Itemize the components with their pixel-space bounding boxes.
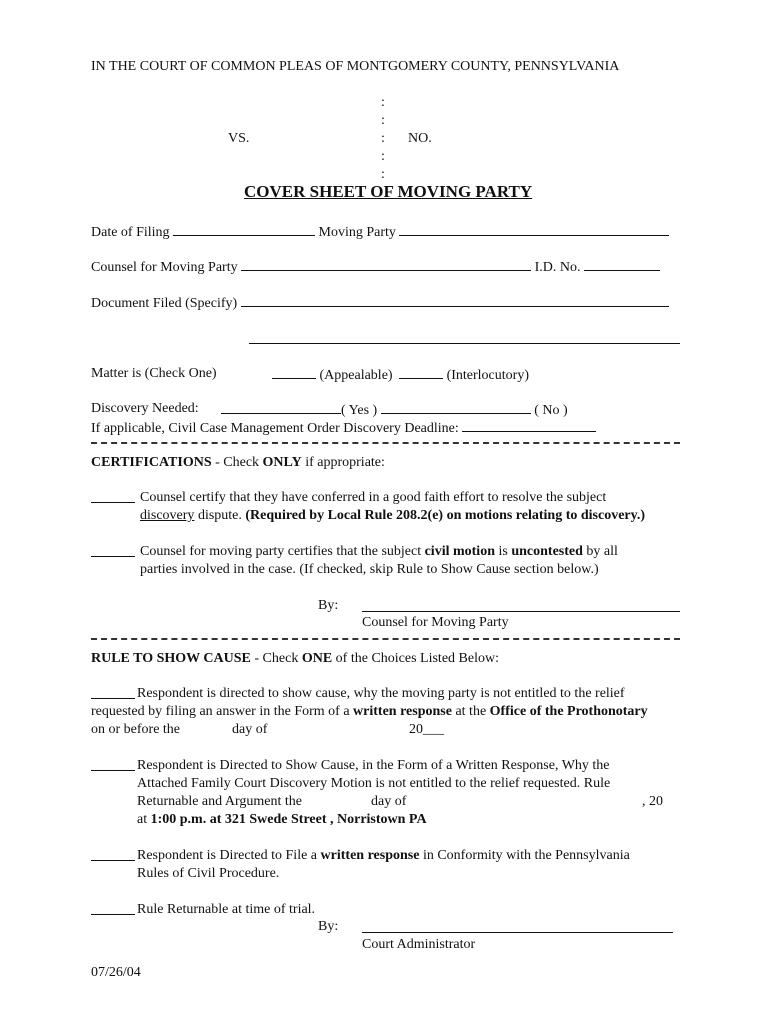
id-no-label: I.D. No.	[534, 260, 581, 275]
discovery-needed-label: Discovery Needed:	[91, 401, 199, 416]
rule-option-4-text: Rule Returnable at time of trial.	[137, 902, 316, 917]
caption-colon: :	[381, 131, 385, 146]
rule-heading: RULE TO SHOW CAUSE	[91, 651, 251, 666]
rule-option-2-line2: Attached Family Court Discovery Motion is not entitled to the relief requested. Rule	[137, 776, 611, 791]
rule-option-1-day-of: day of	[232, 722, 268, 737]
discovery-options	[221, 400, 568, 420]
certification-1-dispute: dispute.	[194, 508, 246, 523]
rule-option-2-line4	[137, 811, 427, 829]
discovery-no-check[interactable]	[381, 400, 531, 414]
rule-option-1-office: Office of the Prothonotary	[489, 704, 648, 719]
moving-party-label: Moving Party	[318, 225, 396, 240]
rule-option-2-year: , 20	[642, 794, 663, 809]
certifications-heading: CERTIFICATIONS	[91, 455, 212, 470]
deadline-field[interactable]	[462, 418, 596, 432]
rule-by-label: By:	[318, 919, 339, 934]
court-administrator-signature-line[interactable]	[362, 932, 673, 933]
rule-option-1-year: 20___	[409, 722, 444, 737]
rule-heading-row	[91, 650, 499, 668]
document-title: COVER SHEET OF MOVING PARTY	[244, 182, 533, 201]
certification-2-is: is	[494, 544, 512, 559]
counsel-field[interactable]	[241, 257, 531, 271]
section-divider	[91, 442, 680, 444]
section-divider	[91, 638, 680, 640]
rule-option-1-line2-pre: requested by filing an answer in the Form of a	[91, 704, 354, 719]
deadline-label: If applicable, Civil Case Management Order Discovery Deadline:	[91, 421, 459, 436]
rule-option-2-text: Respondent is Directed to Show Cause, in the Form of a Written Response, Why the	[137, 758, 610, 773]
rule-option-1-date-before: on or before the	[91, 722, 181, 737]
certifications-instruction-emphasis: ONLY	[262, 455, 302, 470]
counsel-signature-caption: Counsel for Moving Party	[362, 615, 509, 630]
certification-2-text-line2: parties involved in the case. (If checked, skip Rule to Show Cause section below.)	[140, 562, 599, 577]
id-no-field[interactable]	[584, 257, 660, 271]
certification-2-uncontested: uncontested	[511, 544, 583, 559]
matter-options	[272, 365, 529, 385]
certification-2-pre: Counsel for moving party certifies that the subject	[140, 544, 425, 559]
rule-option-1-line2	[91, 703, 648, 721]
rule-option-2-check[interactable]	[91, 757, 135, 771]
caption-colon: :	[381, 95, 385, 110]
caption-colon: :	[381, 113, 385, 128]
certification-1-discovery: discovery	[140, 508, 195, 523]
date-of-filing-field[interactable]	[173, 222, 315, 236]
rule-option-3-line2: Rules of Civil Procedure.	[137, 866, 280, 881]
document-filed-field[interactable]	[241, 293, 669, 307]
appealable-check[interactable]	[272, 365, 316, 379]
rule-option-2-time-location: 1:00 p.m. at 321 Swede Street , Norristown PA	[150, 812, 427, 827]
counsel-signature-line[interactable]	[362, 611, 680, 612]
versus-label: VS.	[228, 131, 250, 146]
rule-option-1-text: Respondent is directed to show cause, why the moving party is not entitled to the relief	[137, 686, 625, 701]
rule-option-4-check[interactable]	[91, 901, 135, 915]
rule-instruction-end: of the Choices Listed Below:	[332, 651, 499, 666]
interlocutory-label: (Interlocutory)	[446, 368, 529, 383]
certification-by-label: By:	[318, 598, 339, 613]
rule-option-1-at: at the	[451, 704, 490, 719]
moving-party-field[interactable]	[399, 222, 669, 236]
counsel-row	[91, 257, 660, 277]
rule-option-3-text	[137, 847, 630, 865]
certification-1-text: Counsel certify that they have conferred in a good faith effort to resolve the subject	[140, 490, 607, 505]
revision-date: 07/26/04	[91, 965, 141, 980]
certifications-instruction-end: if appropriate:	[301, 455, 385, 470]
rule-option-2-returnable: Returnable and Argument the	[137, 794, 302, 809]
certification-2-post: by all	[582, 544, 618, 559]
certification-1-text-line2	[140, 507, 645, 525]
certification-2-check[interactable]	[91, 543, 135, 557]
appealable-label: (Appealable)	[319, 368, 393, 383]
rule-option-3-pre: Respondent is Directed to File a	[137, 848, 321, 863]
document-filed-label: Document Filed (Specify)	[91, 296, 238, 311]
rule-instruction: - Check	[250, 651, 302, 666]
interlocutory-check[interactable]	[399, 365, 443, 379]
rule-instruction-emphasis: ONE	[301, 651, 333, 666]
date-of-filing-label: Date of Filing	[91, 225, 170, 240]
certifications-instruction: - Check	[211, 455, 263, 470]
document-filed-field-line2[interactable]	[249, 343, 680, 344]
case-number-label: NO.	[408, 131, 432, 146]
certification-1-rule: (Required by Local Rule 208.2(e) on motions relating to discovery.)	[245, 508, 646, 523]
caption-colon: :	[381, 167, 385, 182]
discovery-yes-check[interactable]	[221, 400, 341, 414]
rule-option-1-written-response: written response	[353, 704, 452, 719]
deadline-row	[91, 418, 596, 438]
certification-2-text	[140, 543, 618, 561]
rule-option-3-written-response: written response	[320, 848, 420, 863]
certification-1-check[interactable]	[91, 489, 135, 503]
date-of-filing-row	[91, 222, 669, 242]
discovery-no-label: ( No )	[534, 403, 568, 418]
rule-option-3-check[interactable]	[91, 847, 135, 861]
document-filed-row	[91, 293, 669, 313]
discovery-yes-label: ( Yes )	[341, 403, 378, 418]
court-caption: IN THE COURT OF COMMON PLEAS OF MONTGOMERY COUNTY, PENNSYLVANIA	[91, 59, 620, 74]
certifications-heading-row	[91, 454, 385, 472]
rule-option-3-post: in Conformity with the Pennsylvania	[419, 848, 630, 863]
caption-colon: :	[381, 149, 385, 164]
counsel-label: Counsel for Moving Party	[91, 260, 238, 275]
rule-option-2-day-of: day of	[371, 794, 407, 809]
court-administrator-caption: Court Administrator	[362, 937, 476, 952]
certification-2-civil-motion: civil motion	[424, 544, 495, 559]
matter-label: Matter is (Check One)	[91, 366, 217, 381]
rule-option-2-at: at	[137, 812, 151, 827]
rule-option-1-check[interactable]	[91, 685, 135, 699]
